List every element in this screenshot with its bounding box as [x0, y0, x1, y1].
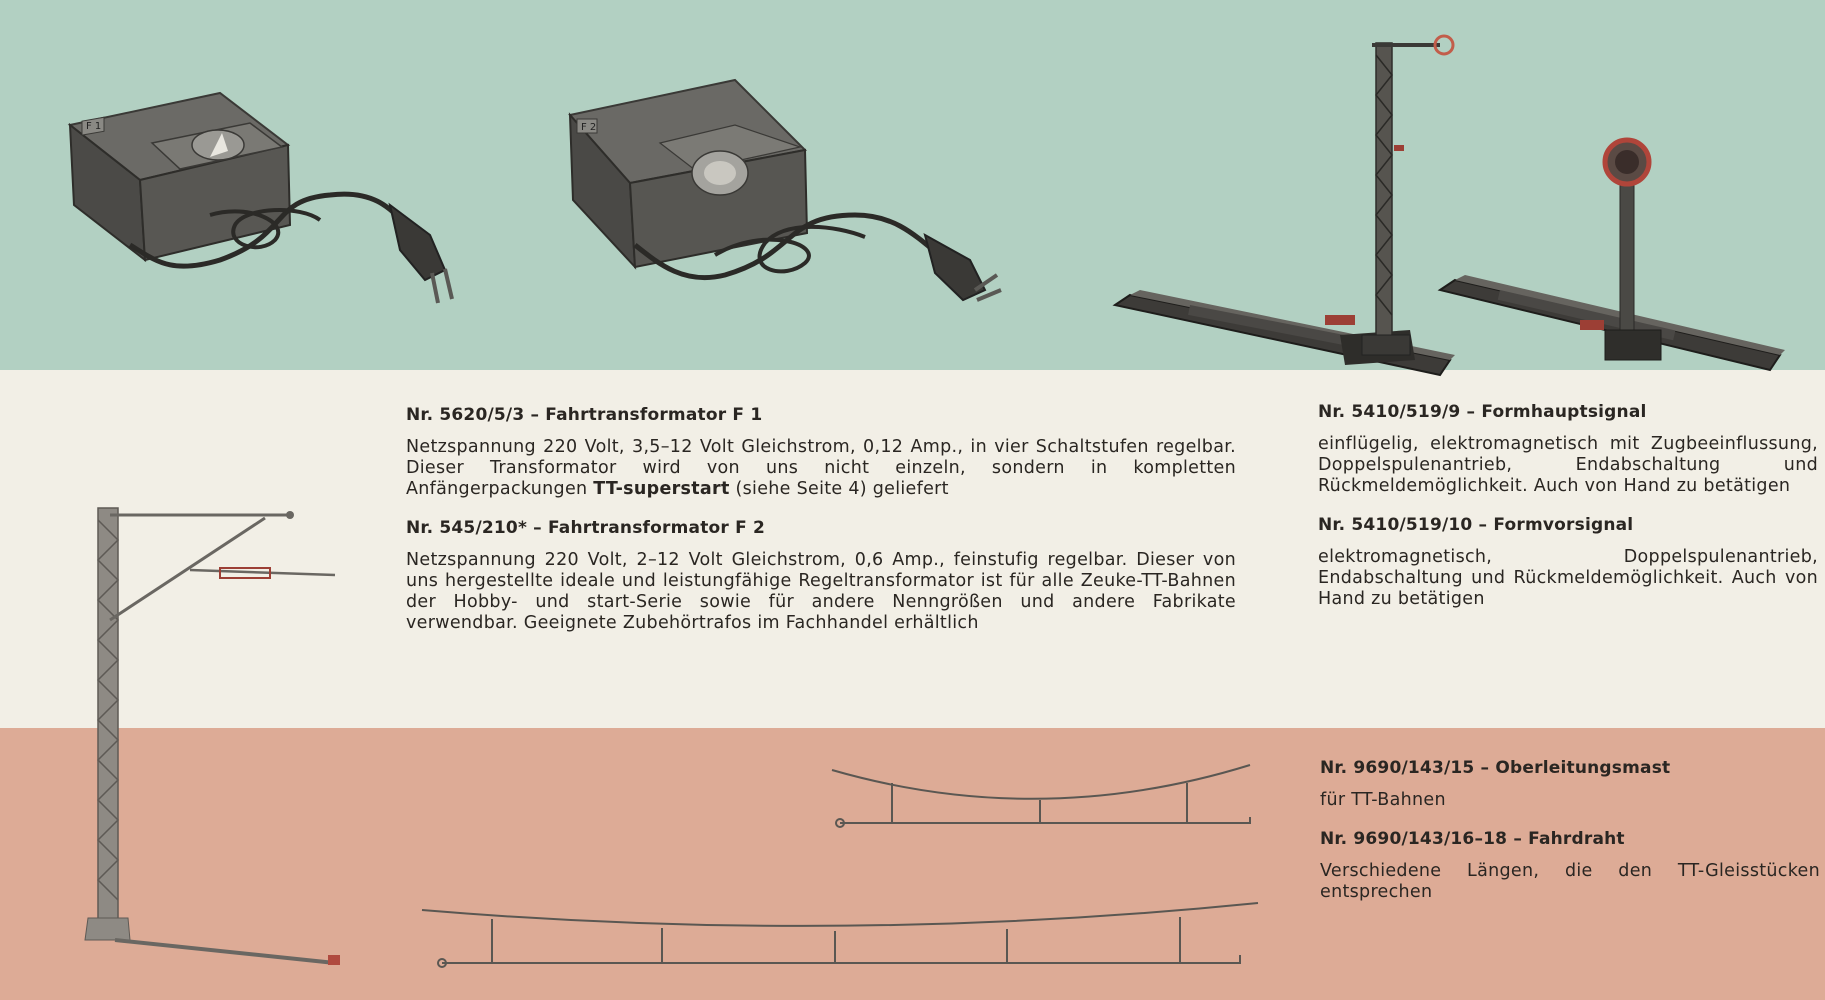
catenary-text-block	[1320, 758, 1820, 921]
f2-heading: Nr. 545/210* – Fahrtransformator F 2	[406, 518, 766, 538]
mast-heading: Nr. 9690/143/15 – Oberleitungsmast	[1320, 758, 1671, 778]
transformer-f1-image	[60, 85, 540, 335]
fahrdraht-heading: Nr. 9690/143/16–18 – Fahrdraht	[1320, 829, 1625, 849]
f2-description: Netzspannung 220 Volt, 2–12 Volt Gleichstrom, 0,6 Amp., feinstufig regelbar. Dieser von uns hergestellte ideale und leistungfähige Regeltransformator ist für alle Zeuke-TT-Bahnen der Hobby- und start-Serie sowie für andere Nenngrößen und andere Fabrikate verwendbar. Geeignete Zubehörtrafos im Fachhandel erhältlich	[406, 550, 1236, 633]
transformer-f2-image	[565, 75, 1015, 315]
formvorsignal-heading: Nr. 5410/519/10 – Formvorsignal	[1318, 515, 1634, 535]
formvorsignal-image	[1440, 130, 1790, 390]
fahrdraht-long-image	[420, 895, 1260, 975]
signal-text-block	[1318, 402, 1818, 628]
f1-text-before: Netzspannung 220 Volt, 3,5–12 Volt Gleichstrom, 0,12 Amp., in vier Schaltstufen regelbar. Dieser Transformator wird von uns nicht einzeln, sondern in kompletten Anfängerpackungen	[406, 437, 1236, 499]
f1-heading: Nr. 5620/5/3 – Fahrtransformator F 1	[406, 405, 763, 425]
oberleitungsmast-image	[80, 500, 350, 980]
f1-text-bold: TT-superstart	[593, 479, 730, 499]
fahrdraht-short-image	[830, 755, 1260, 835]
transformer-text-block	[406, 405, 1236, 652]
transformer-f2-label: F 2	[581, 122, 597, 133]
formhauptsignal-description: einflügelig, elektromagnetisch mit Zugbeeinflussung, Doppelspulenantrieb, Endabschaltung und Rückmeldemöglichkeit. Auch von Hand zu betätigen	[1318, 434, 1818, 496]
formhauptsignal-image	[1110, 15, 1470, 385]
formvorsignal-description: elektromagnetisch, Doppelspulenantrieb, Endabschaltung und Rückmeldemöglichkeit. Auch von Hand zu betätigen	[1318, 547, 1818, 609]
f1-text-after: (siehe Seite 4) geliefert	[729, 479, 949, 499]
mast-description: für TT-Bahnen	[1320, 790, 1446, 810]
transformer-f1-label: F 1	[86, 121, 102, 132]
fahrdraht-description: Verschiedene Längen, die den TT-Gleisstücken entsprechen	[1320, 861, 1820, 902]
formhauptsignal-heading: Nr. 5410/519/9 – Formhauptsignal	[1318, 402, 1647, 422]
f1-description	[406, 437, 1236, 500]
